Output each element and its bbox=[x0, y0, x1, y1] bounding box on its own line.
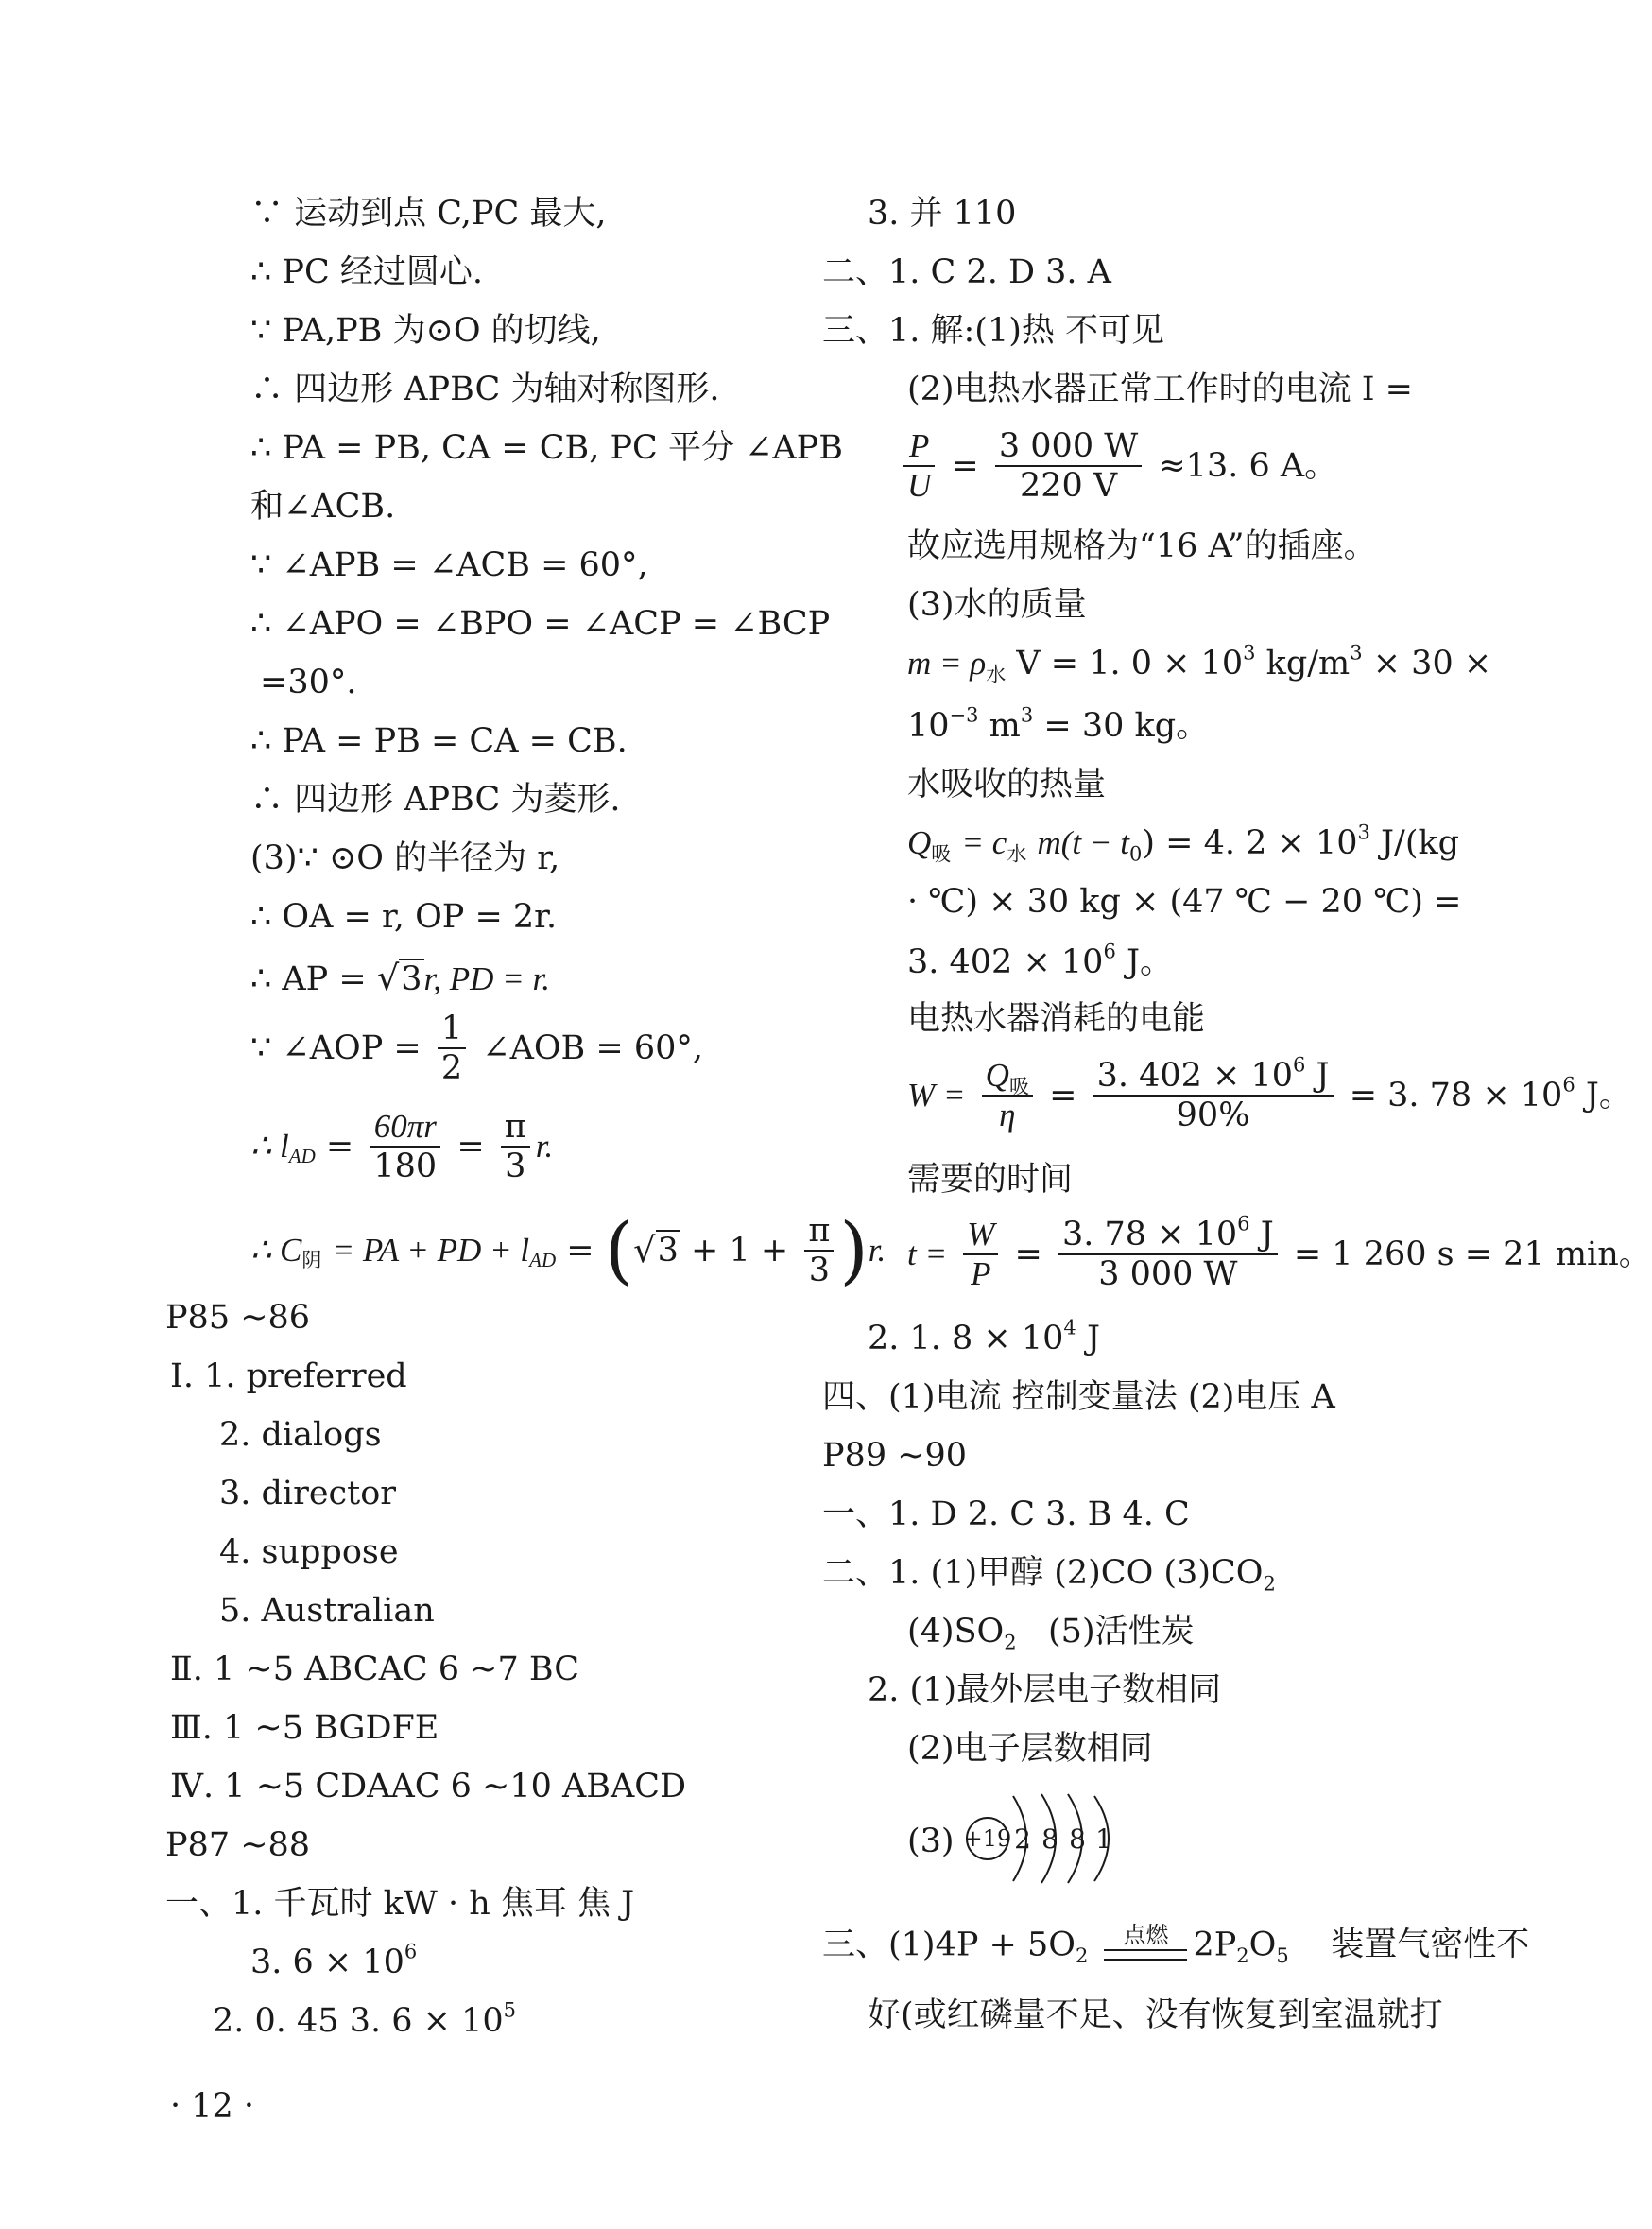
right-line bbox=[907, 371, 1413, 408]
text: ∴ ∠APO = ∠BPO = ∠ACP = ∠BCP bbox=[250, 605, 831, 643]
text: ∴ PA = PB = CA = CB. bbox=[250, 722, 628, 760]
fraction-pi-3 bbox=[804, 1212, 834, 1289]
right-line bbox=[822, 1378, 1335, 1416]
answer-line bbox=[250, 1940, 418, 1981]
left-line-7 bbox=[250, 546, 648, 584]
atom-structure-diagram bbox=[955, 1777, 1144, 1900]
answer-line bbox=[170, 1768, 686, 1806]
subscript: 水 bbox=[1007, 842, 1027, 866]
text: ∴ l bbox=[250, 1128, 289, 1165]
text: t = bbox=[907, 1235, 948, 1272]
left-line-15 bbox=[250, 1010, 703, 1087]
text: = PA + PD + l bbox=[332, 1232, 530, 1269]
text: kg/m bbox=[1265, 645, 1351, 683]
paren-open: ( bbox=[604, 1208, 634, 1293]
left-line-14 bbox=[250, 959, 550, 998]
answer-line bbox=[170, 1650, 579, 1688]
text: = 3. 78 × 10 bbox=[1349, 1077, 1563, 1114]
fraction-q-eta bbox=[982, 1057, 1033, 1134]
denominator: η bbox=[999, 1097, 1016, 1133]
subscript: 2 bbox=[1075, 1944, 1089, 1967]
equals: = bbox=[325, 1128, 354, 1166]
numerator: 1 bbox=[438, 1010, 466, 1049]
equals: = bbox=[1049, 1077, 1077, 1114]
text: 故应选用规格为“16 A”的插座。 bbox=[907, 527, 1377, 565]
text: Ⅲ. 1 ~5 BGDFE bbox=[170, 1709, 439, 1747]
sqrt-sign: √ bbox=[376, 958, 400, 998]
condition-label: 点燃 bbox=[1123, 1922, 1169, 1948]
text: 5. Australian bbox=[219, 1592, 435, 1630]
page-number bbox=[170, 2087, 254, 2125]
text: · ℃) × 30 kg × (47 ℃ − 20 ℃) = bbox=[907, 883, 1462, 921]
text: 2P bbox=[1193, 1926, 1237, 1964]
text: 二、1. (1)甲醇 (2)CO (3)CO bbox=[822, 1554, 1264, 1592]
text: (5)活性炭 bbox=[1048, 1613, 1195, 1650]
left-line-6 bbox=[250, 488, 395, 526]
text: 2. 1. 8 × 10 bbox=[868, 1320, 1064, 1357]
subscript: 2 bbox=[1263, 1572, 1276, 1596]
text: W = bbox=[907, 1077, 966, 1114]
text: 4. suppose bbox=[219, 1533, 399, 1571]
text: ∴ PC 经过圆心. bbox=[250, 253, 483, 291]
text: P89 ~90 bbox=[822, 1437, 968, 1475]
numerator: 3 000 W bbox=[995, 427, 1142, 467]
text: ∴ C bbox=[250, 1232, 302, 1269]
text: 三、1. 解:(1)热 不可见 bbox=[822, 312, 1165, 350]
equals: = bbox=[951, 447, 979, 485]
section-heading-p85 bbox=[165, 1299, 310, 1337]
denominator: P bbox=[971, 1255, 991, 1292]
left-line-4 bbox=[250, 371, 719, 408]
right-line bbox=[907, 703, 1210, 745]
text: 好(或红磷量不足、没有恢复到室温就打 bbox=[868, 1996, 1443, 2034]
unit: J bbox=[1316, 1057, 1330, 1095]
text: ∴ OA = r, OP = 2r. bbox=[250, 898, 558, 936]
text: P85 ~86 bbox=[165, 1299, 311, 1337]
right-line bbox=[907, 641, 1492, 686]
left-line-8 bbox=[250, 605, 830, 643]
text: + 1 + bbox=[691, 1232, 789, 1270]
left-line-17 bbox=[250, 1208, 886, 1293]
text: m bbox=[989, 707, 1021, 745]
text: Ⅰ. 1. preferred bbox=[170, 1357, 407, 1395]
right-line bbox=[907, 1000, 1205, 1038]
text: 需要的时间 bbox=[907, 1161, 1074, 1199]
text: r. bbox=[535, 1128, 554, 1165]
text: ∴ AP = bbox=[250, 960, 367, 998]
shell-electron-count: 1 bbox=[1095, 1823, 1112, 1855]
text: 装置气密性不 bbox=[1331, 1926, 1530, 1964]
text: ∴ 四边形 APBC 为轴对称图形. bbox=[250, 371, 720, 408]
right-line bbox=[907, 1613, 1195, 1654]
answer-line bbox=[219, 1475, 396, 1512]
text: 一、1. D 2. C 3. B 4. C bbox=[822, 1495, 1190, 1533]
left-line-13 bbox=[250, 898, 557, 936]
text: = 30 kg。 bbox=[1043, 707, 1210, 745]
text: ) = 4. 2 × 10 bbox=[1142, 824, 1358, 862]
text: ∵ ∠AOP = bbox=[250, 1029, 422, 1067]
right-line-time-formula bbox=[907, 1212, 1652, 1293]
fraction-p-u bbox=[903, 427, 935, 505]
subscript: 0 bbox=[1128, 842, 1143, 866]
subscript: 吸 bbox=[1008, 1075, 1029, 1098]
right-line bbox=[907, 1823, 955, 1860]
denominator: 180 bbox=[373, 1148, 438, 1185]
section-heading-p89 bbox=[822, 1437, 967, 1475]
right-line-current-formula bbox=[898, 427, 1337, 505]
fraction-power-voltage bbox=[995, 427, 1142, 505]
equals: = bbox=[1014, 1235, 1042, 1273]
right-line bbox=[907, 1161, 1073, 1199]
text: V = 1. 0 × 10 bbox=[1016, 645, 1244, 683]
text: J。 bbox=[1126, 943, 1173, 981]
text: Q bbox=[907, 824, 932, 861]
right-line bbox=[822, 1495, 1190, 1533]
subscript: AD bbox=[288, 1144, 316, 1167]
right-line bbox=[907, 527, 1377, 565]
text: 电热水器消耗的电能 bbox=[907, 1000, 1206, 1038]
fraction-w-p bbox=[963, 1216, 998, 1293]
text: P87 ~88 bbox=[165, 1826, 311, 1864]
right-line bbox=[868, 1316, 1100, 1357]
text: 3. director bbox=[219, 1475, 397, 1512]
superscript: 3 bbox=[1020, 703, 1034, 727]
superscript: 6 bbox=[1237, 1212, 1250, 1235]
superscript: 6 bbox=[1293, 1053, 1306, 1077]
subscript: 水 bbox=[986, 663, 1007, 686]
right-line bbox=[868, 1671, 1221, 1709]
text: r. bbox=[868, 1232, 886, 1269]
answer-line bbox=[170, 1709, 439, 1747]
text: J/(kg bbox=[1381, 824, 1460, 862]
text: 一、1. 千瓦时 kW · h 焦耳 焦 J bbox=[165, 1885, 635, 1923]
right-line bbox=[907, 883, 1461, 921]
superscript: −3 bbox=[949, 703, 979, 727]
numerator: 3. 78 × 10 bbox=[1062, 1216, 1238, 1253]
text: 3. 6 × 10 bbox=[250, 1944, 404, 1981]
text: (4)SO bbox=[907, 1613, 1005, 1650]
text: 2. 0. 45 3. 6 × 10 bbox=[213, 2002, 504, 2040]
right-line bbox=[822, 312, 1164, 350]
answer-line bbox=[219, 1533, 399, 1571]
text: (3)水的质量 bbox=[907, 586, 1087, 624]
superscript: 6 bbox=[1103, 940, 1116, 963]
text: 3. 并 110 bbox=[868, 195, 1017, 233]
text: = c bbox=[961, 824, 1007, 861]
right-line bbox=[822, 1554, 1276, 1596]
left-line-1 bbox=[250, 195, 607, 233]
text: 和∠ACB. bbox=[250, 488, 396, 526]
superscript: 4 bbox=[1063, 1316, 1076, 1339]
text: ∵ PA,PB 为⊙O 的切线, bbox=[250, 312, 601, 350]
left-line-11 bbox=[250, 781, 620, 819]
right-line bbox=[907, 586, 1087, 624]
text: 2. dialogs bbox=[219, 1416, 382, 1454]
text: (3)∵ ⊙O 的半径为 r, bbox=[250, 839, 560, 877]
text: = 1 260 s = 21 min。 bbox=[1293, 1235, 1652, 1273]
right-line bbox=[907, 821, 1460, 866]
text: r, PD = r. bbox=[423, 960, 551, 997]
fraction-heat-efficiency bbox=[1093, 1053, 1334, 1134]
text: J bbox=[1086, 1320, 1100, 1357]
superscript: 3 bbox=[1357, 821, 1370, 844]
result bbox=[1349, 1073, 1632, 1114]
subscript: 阴 bbox=[301, 1248, 322, 1271]
equals: = bbox=[566, 1232, 594, 1270]
subscript: AD bbox=[529, 1248, 557, 1271]
numerator: P bbox=[903, 427, 935, 467]
text: =30°. bbox=[260, 664, 357, 701]
reaction-condition bbox=[1098, 1923, 1193, 1970]
text: × 30 × bbox=[1372, 645, 1492, 683]
unit: J bbox=[1260, 1216, 1274, 1253]
left-line-3 bbox=[250, 312, 601, 350]
equals-bars bbox=[1104, 1949, 1187, 1961]
superscript: 6 bbox=[1562, 1073, 1575, 1097]
superscript: 3 bbox=[1243, 641, 1256, 665]
numerator: 3. 402 × 10 bbox=[1096, 1057, 1293, 1095]
text: (3) bbox=[907, 1823, 955, 1860]
left-line-5 bbox=[250, 429, 843, 467]
answer-line bbox=[170, 1357, 407, 1395]
superscript: 5 bbox=[503, 1998, 516, 2022]
left-line-12 bbox=[250, 839, 559, 877]
radicand: 3 bbox=[657, 1232, 679, 1270]
numerator: W bbox=[963, 1216, 998, 1255]
shell-electron-count: 2 bbox=[1014, 1823, 1031, 1855]
equals: = bbox=[456, 1128, 485, 1166]
section-heading-p87 bbox=[165, 1826, 310, 1864]
denominator: 3 bbox=[808, 1252, 830, 1289]
right-line bbox=[868, 1996, 1443, 2034]
right-line-chemical-equation bbox=[822, 1923, 1529, 1970]
text: 二、1. C 2. D 3. A bbox=[822, 253, 1111, 291]
text: 3. 402 × 10 bbox=[907, 943, 1104, 981]
right-line bbox=[907, 940, 1173, 981]
subscript: 2 bbox=[1004, 1631, 1017, 1654]
subscript: 2 bbox=[1236, 1944, 1249, 1967]
numerator: 60πr bbox=[370, 1108, 440, 1148]
text: 10 bbox=[907, 707, 950, 745]
numerator: π bbox=[501, 1108, 530, 1148]
text: ∠AOB = 60°, bbox=[482, 1029, 704, 1067]
text: (2)电子层数相同 bbox=[907, 1730, 1153, 1768]
text: 四、(1)电流 控制变量法 (2)电压 A bbox=[822, 1378, 1335, 1416]
sqrt-sign: √ bbox=[633, 1230, 656, 1270]
text: ∵ 运动到点 C,PC 最大, bbox=[250, 195, 607, 233]
denominator: 90% bbox=[1176, 1097, 1250, 1134]
fraction-energy-power bbox=[1058, 1212, 1278, 1293]
answer-line bbox=[213, 1998, 516, 2040]
text: 水吸收的热量 bbox=[907, 766, 1107, 803]
denominator: U bbox=[907, 467, 932, 504]
subscript: 5 bbox=[1276, 1944, 1289, 1967]
text: O bbox=[1248, 1926, 1277, 1964]
fraction-arc bbox=[370, 1108, 440, 1185]
left-line-2 bbox=[250, 253, 483, 291]
text: Ⅳ. 1 ~5 CDAAC 6 ~10 ABACD bbox=[170, 1768, 687, 1806]
denominator: 220 V bbox=[1019, 467, 1118, 505]
text: Ⅱ. 1 ~5 ABCAC 6 ~7 BC bbox=[170, 1650, 580, 1688]
answer-line bbox=[219, 1592, 435, 1630]
text: m = ρ bbox=[907, 645, 987, 682]
text: · 12 · bbox=[170, 2087, 255, 2125]
unit: J。 bbox=[1585, 1077, 1632, 1114]
text: (2)电热水器正常工作时的电流 I = bbox=[907, 371, 1413, 408]
answer-line bbox=[219, 1416, 382, 1454]
right-line-energy-formula bbox=[907, 1053, 1632, 1134]
radicand: 3 bbox=[401, 960, 422, 998]
text: ∴ 四边形 APBC 为菱形. bbox=[250, 781, 621, 819]
answer-line bbox=[165, 1885, 634, 1923]
denominator: 2 bbox=[440, 1049, 463, 1087]
nucleus-charge: +19 bbox=[963, 1825, 1012, 1852]
right-line bbox=[907, 766, 1106, 803]
fraction-half bbox=[438, 1010, 466, 1087]
text: 三、(1)4P + 5O bbox=[822, 1926, 1076, 1964]
subscript: 吸 bbox=[931, 842, 952, 866]
paren-close: ) bbox=[839, 1208, 869, 1293]
text: ≈13. 6 A。 bbox=[1158, 447, 1338, 485]
shell-electron-count: 8 bbox=[1041, 1823, 1058, 1855]
fraction-pi-3 bbox=[501, 1108, 530, 1185]
text: m(t − t bbox=[1037, 824, 1129, 861]
right-line bbox=[868, 195, 1016, 233]
left-line-10 bbox=[250, 722, 628, 760]
superscript: 3 bbox=[1350, 641, 1363, 665]
denominator: 3 bbox=[505, 1148, 526, 1185]
right-line bbox=[907, 1730, 1153, 1768]
shell-electron-count: 8 bbox=[1069, 1823, 1086, 1855]
left-line-16 bbox=[250, 1108, 553, 1185]
numerator: Q bbox=[985, 1057, 1009, 1094]
left-line-9 bbox=[260, 664, 357, 701]
right-line bbox=[822, 253, 1111, 291]
text: 2. (1)最外层电子数相同 bbox=[868, 1671, 1222, 1709]
denominator: 3 000 W bbox=[1098, 1255, 1238, 1293]
numerator: π bbox=[804, 1212, 834, 1252]
superscript: 6 bbox=[404, 1940, 418, 1963]
text: ∴ PA = PB, CA = CB, PC 平分 ∠APB bbox=[250, 429, 843, 467]
text: ∵ ∠APB = ∠ACB = 60°, bbox=[250, 546, 648, 584]
